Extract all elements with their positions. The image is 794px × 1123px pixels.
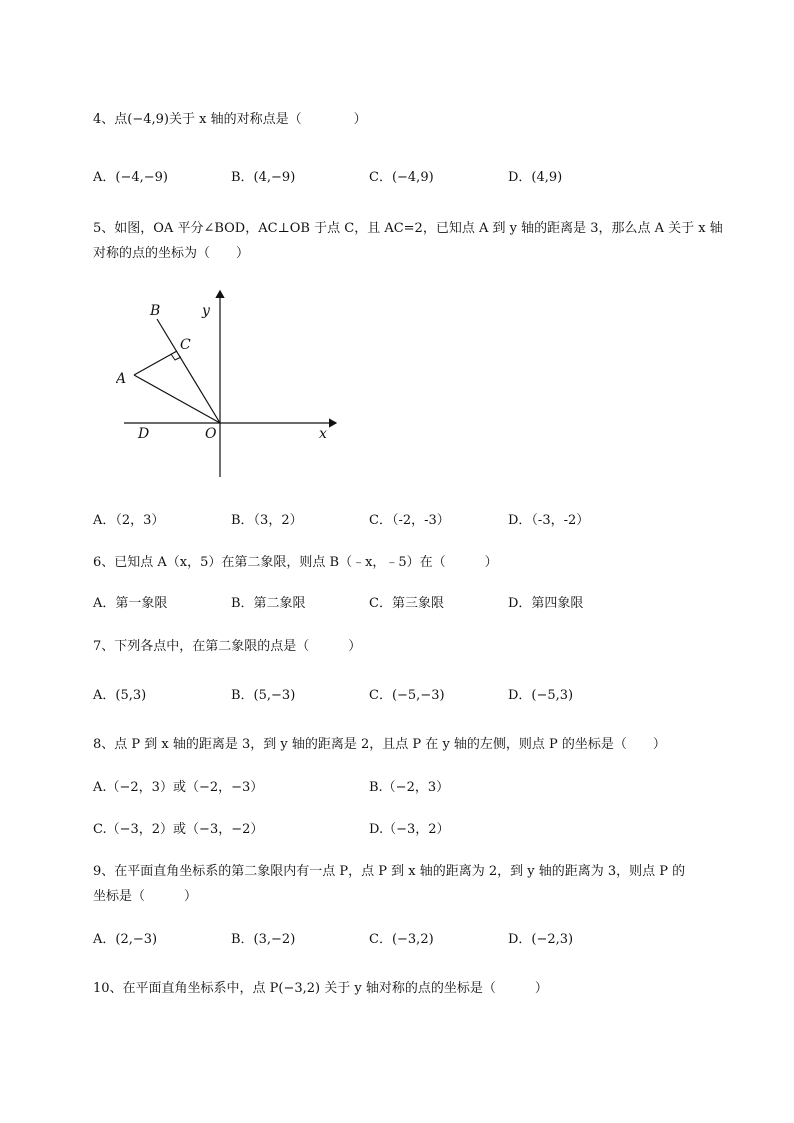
label-b: B: [150, 303, 161, 319]
label-o: O: [205, 426, 217, 442]
label-d: D: [138, 426, 150, 442]
q7-option-b[interactable]: B．(5,−3): [231, 688, 296, 703]
q4-option-b[interactable]: B．(4,−9): [231, 170, 296, 185]
q5-option-c[interactable]: C．（-2，-3）: [369, 513, 450, 528]
q7-option-d[interactable]: D．(−5,3): [508, 688, 574, 703]
question-5-stem-line-2: 对称的点的坐标为（ ）: [93, 246, 250, 261]
q8-option-d[interactable]: D.（−3，2）: [369, 822, 450, 837]
q4-option-d[interactable]: D．(4,9): [508, 170, 563, 185]
q5-option-d[interactable]: D．（-3，-2）: [508, 513, 590, 528]
question-4-stem: 4、点(−4,9)关于 x 轴的对称点是（ ）: [93, 112, 367, 127]
label-a: A: [116, 371, 127, 387]
label-c: C: [180, 337, 191, 353]
question-7-stem: 7、下列各点中，在第二象限的点是（ ）: [93, 639, 362, 654]
q9-option-d[interactable]: D．(−2,3): [508, 932, 574, 947]
label-y: y: [202, 303, 210, 319]
q4-option-a[interactable]: A．(−4,−9): [93, 170, 168, 185]
question-10-stem: 10、在平面直角坐标系中，点 P(−3,2) 关于 y 轴对称的点的坐标是（ ）: [93, 981, 548, 996]
label-x: x: [319, 426, 327, 442]
q8-option-b[interactable]: B.（−2，3）: [369, 780, 450, 795]
question-9-stem-line-2: 坐标是（ ）: [93, 889, 198, 904]
q8-option-a[interactable]: A.（−2，3）或（−2，−3）: [93, 780, 264, 795]
ray-ob: [157, 319, 220, 423]
q8-option-c[interactable]: C.（−3，2）或（−3，−2）: [93, 822, 264, 837]
q5-geometry-figure: [116, 285, 346, 480]
question-8-stem: 8、点 P 到 x 轴的距离是 3，到 y 轴的距离是 2，且点 P 在 y 轴的左侧，则点 P 的坐标是（ ）: [93, 737, 666, 752]
question-5-stem-line-1: 5、如图，OA 平分∠BOD，AC⊥OB 于点 C，且 AC=2，已知点 A 到 y 轴的距离是 3，那么点 A 关于 x 轴: [93, 221, 723, 236]
q7-option-c[interactable]: C．(−5,−3): [369, 688, 445, 703]
q6-option-d[interactable]: D．第四象限: [508, 596, 584, 611]
q5-option-a[interactable]: A．（2，3）: [93, 513, 165, 528]
q6-option-c[interactable]: C．第三象限: [369, 596, 444, 611]
q7-option-a[interactable]: A．(5,3): [93, 688, 147, 703]
q6-option-a[interactable]: A．第一象限: [93, 596, 168, 611]
q4-option-c[interactable]: C．(−4,9): [369, 170, 434, 185]
segment-oa: [134, 375, 220, 423]
q9-option-b[interactable]: B．(3,−2): [231, 932, 296, 947]
q6-option-b[interactable]: B．第二象限: [231, 596, 306, 611]
question-9-stem-line-1: 9、在平面直角坐标系的第二象限内有一点 P，点 P 到 x 轴的距离为 2，到 y 轴的距离为 3，则点 P 的: [93, 864, 686, 879]
q5-option-b[interactable]: B．（3，2）: [231, 513, 303, 528]
q9-option-c[interactable]: C．(−3,2): [369, 932, 434, 947]
segment-ac: [134, 351, 177, 375]
q9-option-a[interactable]: A．(2,−3): [93, 932, 158, 947]
question-6-stem: 6、已知点 A（x，5）在第二象限，则点 B（﹣x，﹣5）在（ ）: [93, 555, 498, 570]
